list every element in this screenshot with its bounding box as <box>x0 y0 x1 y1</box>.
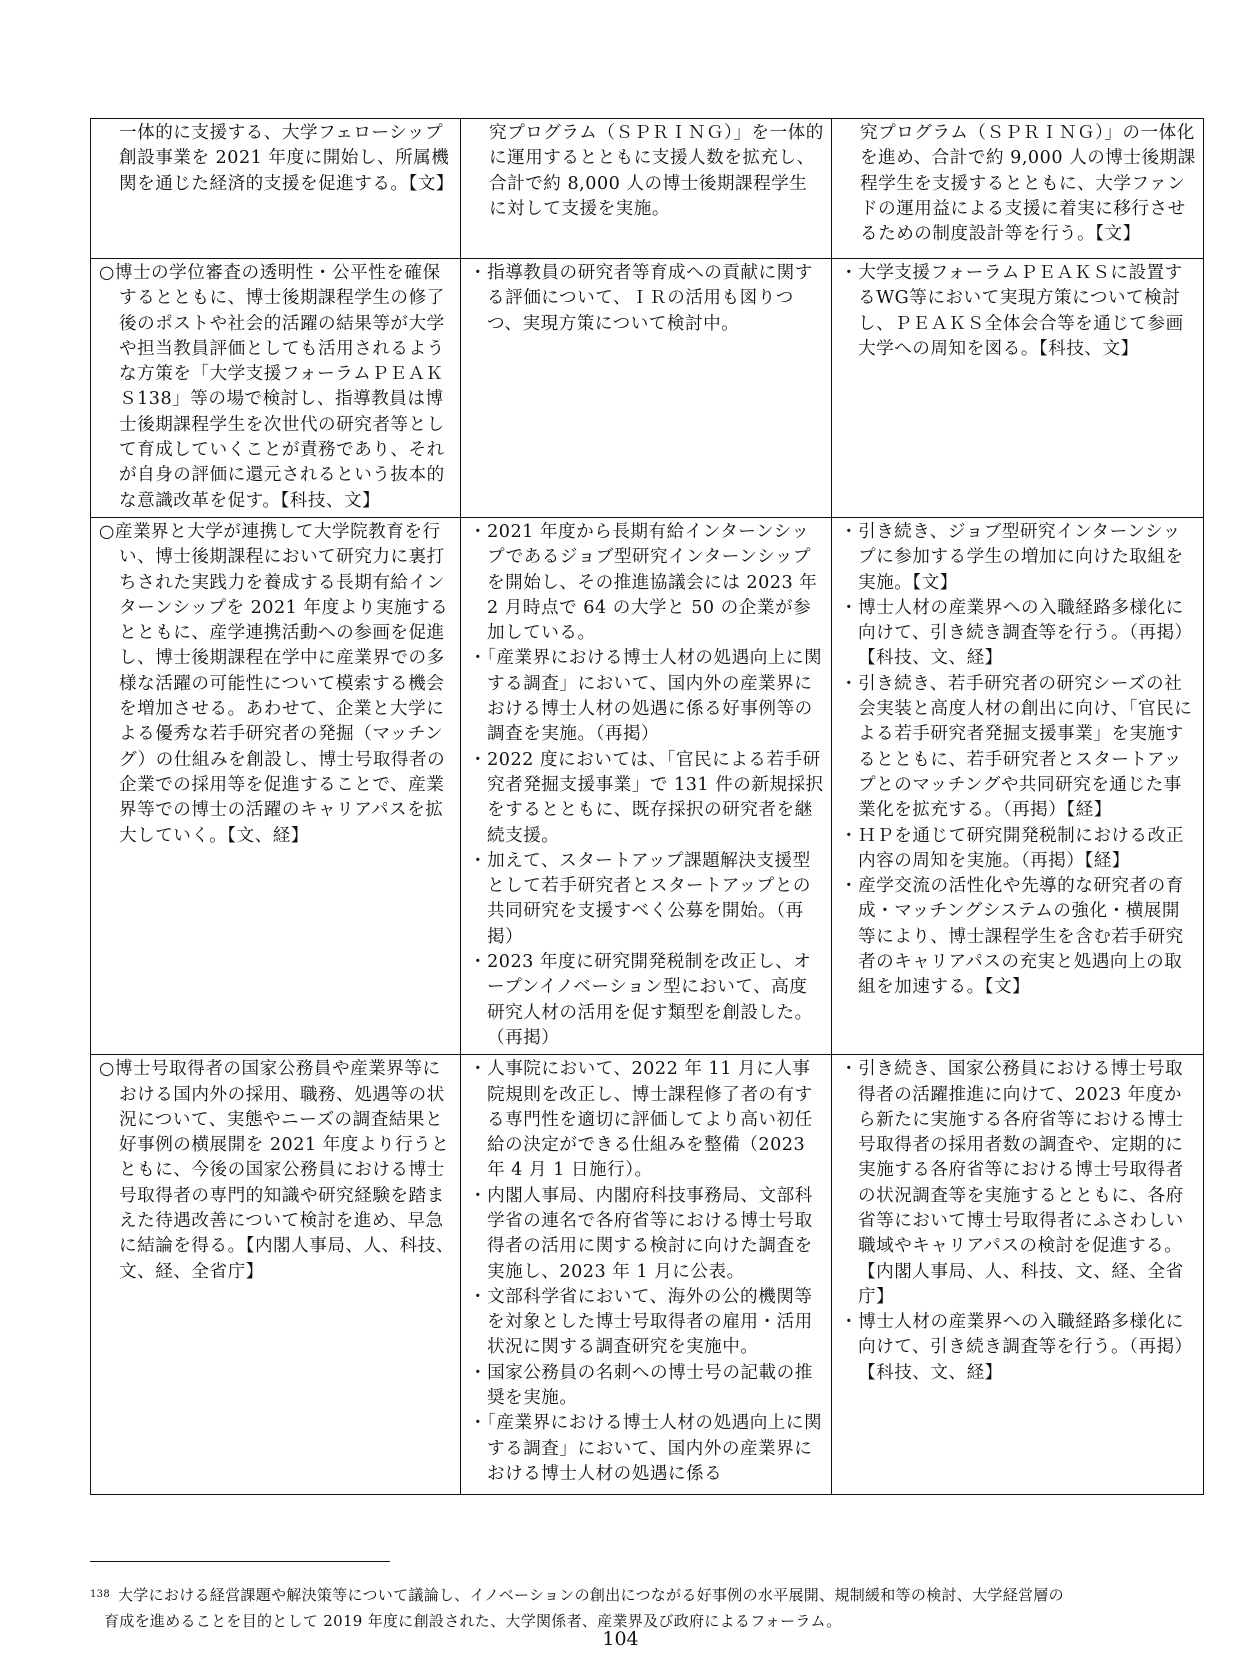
cell-text: 一体的に支援する、大学フェローシップ創設事業を 2021 年度に開始し、所属機関を通じた経済的支援を促進する。【文】 <box>119 123 454 194</box>
list-item: ・博士人材の産業界への入職経路多様化に向けて、引き続き調査等を行う。（再掲）【科技、文、経】 <box>840 1312 1193 1383</box>
table-cell-status <box>461 1055 832 1495</box>
list-item: ・2023 年度に研究開発税制を改正し、オープンイノベーション型において、高度研究人材の活用を促す類型を創設した。（再掲） <box>469 952 813 1048</box>
footnote-line <box>90 1582 1160 1608</box>
table-cell-goal <box>91 1055 461 1495</box>
footnote-text: 大学における経営課題や解決策等について議論し、イノベーションの創出につながる好事例の水平展開、規制緩和等の検討、大学経営層の <box>118 1586 1064 1604</box>
table-row <box>91 517 1204 1054</box>
cell-text: 究プログラム（ＳＰＲＩＮＧ）」を一体的に運用するとともに支援人数を拡充し、合計で約 8,000 人の博士後期課程学生に対して支援を実施。 <box>489 123 824 219</box>
list-item: ・「産業界における博士人材の処遇向上に関する調査」において、国内外の産業界における博士人材の処遇に係る好事例等の調査を実施。（再掲） <box>469 648 823 745</box>
list-item: ・大学支援フォーラムＰＥＡＫＳに設置するWG等において実現方策について検討し、ＰＥＡＫＳ全体会合等を通じて参画大学への周知を図る。【科技、文】 <box>840 263 1184 359</box>
table-cell-plan <box>832 119 1204 259</box>
table-row <box>91 259 1204 518</box>
list-item: ・引き続き、国家公務員における博士号取得者の活躍推進に向けて、2023 年度から新たに実施する各府省等における博士号取得者の採用者数の調査や、定期的に実施する各府省等における博士号取得者の状況調査等を実施するとともに、各府省等において博士号取得者にふさわしい職域やキャリアパスの検討を促進する。【内閣人事局、人、科技、文、経、全省庁】 <box>840 1059 1184 1307</box>
list-item: ・博士人材の産業界への入職経路多様化に向けて、引き続き調査等を行う。（再掲）【科技、文、経】 <box>840 597 1193 669</box>
list-item: ・2022 度においては、「官民による若手研究者発掘支援事業」で 131 件の新規採択をするとともに、既存採択の研究者を継続支援。 <box>469 749 824 846</box>
list-item: ・引き続き、ジョブ型研究インターンシップに参加する学生の増加に向けた取組を実施。【文】 <box>840 521 1184 593</box>
list-item: ・2021 年度から長期有給インターンシップであるジョブ型研究インターンシップを開始し、その推進協議会には 2023 年 2 月時点で 64 の大学と 50 の企業が参加している。 <box>469 521 818 644</box>
table-row <box>91 1055 1204 1495</box>
list-item: ・加えて、スタートアップ課題解決支援型として若手研究者とスタートアップとの共同研究を支援すべく公募を開始。（再掲） <box>469 850 811 947</box>
cell-text: ○博士の学位審査の透明性・公平性を確保するとともに、博士後期課程学生の修了後のポストや社会的活躍の結果等が大学や担当教員評価としても活用されるような方策を「大学支援フォーラムＰＥＡＫＳ138」等の場で検討し、指導教員は博士後期課程学生を次世代の研究者等として育成していくことが責務であり、それが自身の評価に還元されるという抜本的な意識改革を促す。【科技、文】 <box>99 263 445 511</box>
list-item: ・内閣人事局、内閣府科技事務局、文部科学省の連名で各府省等における博士号取得者の活用に関する検討に向けた調査を実施し、2023 年 1 月に公表。 <box>469 1185 813 1282</box>
list-item: ・産学交流の活性化や先導的な研究者の育成・マッチングシステムの強化・横展開等により、博士課程学生を含む若手研究者のキャリアパスの充実と処遇向上の取組を加速する。【文】 <box>840 876 1184 998</box>
list-item: ・引き続き、若手研究者の研究シーズの社会実装と高度人材の創出に向け、「官民による若手研究者発掘支援事業」を実施するとともに、若手研究者とスタートアップとのマッチングや共同研究を通じた事業化を拡充する。（再掲）【経】 <box>840 673 1193 821</box>
list-item: ・「産業界における博士人材の処遇向上に関する調査」において、国内外の産業界における博士人材の処遇に係る <box>469 1413 823 1484</box>
footnote <box>90 1582 1160 1634</box>
table-row <box>91 119 1204 259</box>
table-cell-status <box>461 517 832 1054</box>
table-cell-plan <box>832 259 1204 518</box>
list-item: ・文部科学省において、海外の公的機関等を対象とした博士号取得者の雇用・活用状況に関する調査研究を実施中。 <box>469 1286 813 1358</box>
footnote-text: 育成を進めることを目的として 2019 年度に創設された、大学関係者、産業界及び政府によるフォーラム。 <box>104 1612 842 1630</box>
cell-text: ○博士号取得者の国家公務員や産業界等における国内外の採用、職務、処遇等の状況について、実態やニーズの調査結果と好事例の横展開を 2021 年度より行うとともに、今後の国家公務員における博士号取得者の専門的知識や研究経験を踏まえた待遇改善について検討を進め、早急に結論を得る。【内閣人事局、人、科技、文、経、全省庁】 <box>99 1059 454 1282</box>
cell-text: ○産業界と大学が連携して大学院教育を行い、博士後期課程において研究力に裏打ちされた実践力を養成する長期有給インターンシップを 2021 年度より実施するとともに、産学連携活動への参画を促進し、博士後期課程在学中に産業界での多様な活躍の可能性について模索する機会を増加させる。あわせて、企業と大学による優秀な若手研究者の発掘（マッチング）の仕組みを創設し、博士号取得者の企業での採用等を促進することで、産業界等での博士の活躍のキャリアパスを拡大していく。【文、経】 <box>99 521 449 846</box>
cell-text: 究プログラム（ＳＰＲＩＮＧ）」の一体化を進め、合計で約 9,000 人の博士後期課程学生を支援するとともに、大学ファンドの運用益による支援に着実に移行させるための制度設計等を行う。【文】 <box>860 123 1196 245</box>
table-cell-goal <box>91 517 461 1054</box>
table-cell-goal <box>91 259 461 518</box>
table-cell-plan <box>832 1055 1204 1495</box>
page-number: 104 <box>602 1628 639 1650</box>
list-item: ・ＨＰを通じて研究開発税制における改正内容の周知を実施。（再掲）【経】 <box>840 825 1184 871</box>
list-item: ・指導教員の研究者等育成への貢献に関する評価について、ＩＲの活用も図りつつ、実現方策について検討中。 <box>469 263 813 334</box>
measures-table <box>90 118 1204 1495</box>
table-cell-status <box>461 259 832 518</box>
list-item: ・国家公務員の名刺への博士号の記載の推奨を実施。 <box>469 1362 813 1409</box>
table-cell-plan <box>832 517 1204 1054</box>
table-cell-status <box>461 119 832 259</box>
table-cell-goal <box>91 119 461 259</box>
list-item: ・人事院において、2022 年 11 月に人事院規則を改正し、博士課程修了者の有する専門性を適切に評価してより高い初任給の決定ができる仕組みを整備（2023 年 4 月 1 日施行）。 <box>469 1059 813 1181</box>
footnote-divider <box>90 1561 390 1562</box>
footnote-mark: 138 <box>90 1589 110 1600</box>
